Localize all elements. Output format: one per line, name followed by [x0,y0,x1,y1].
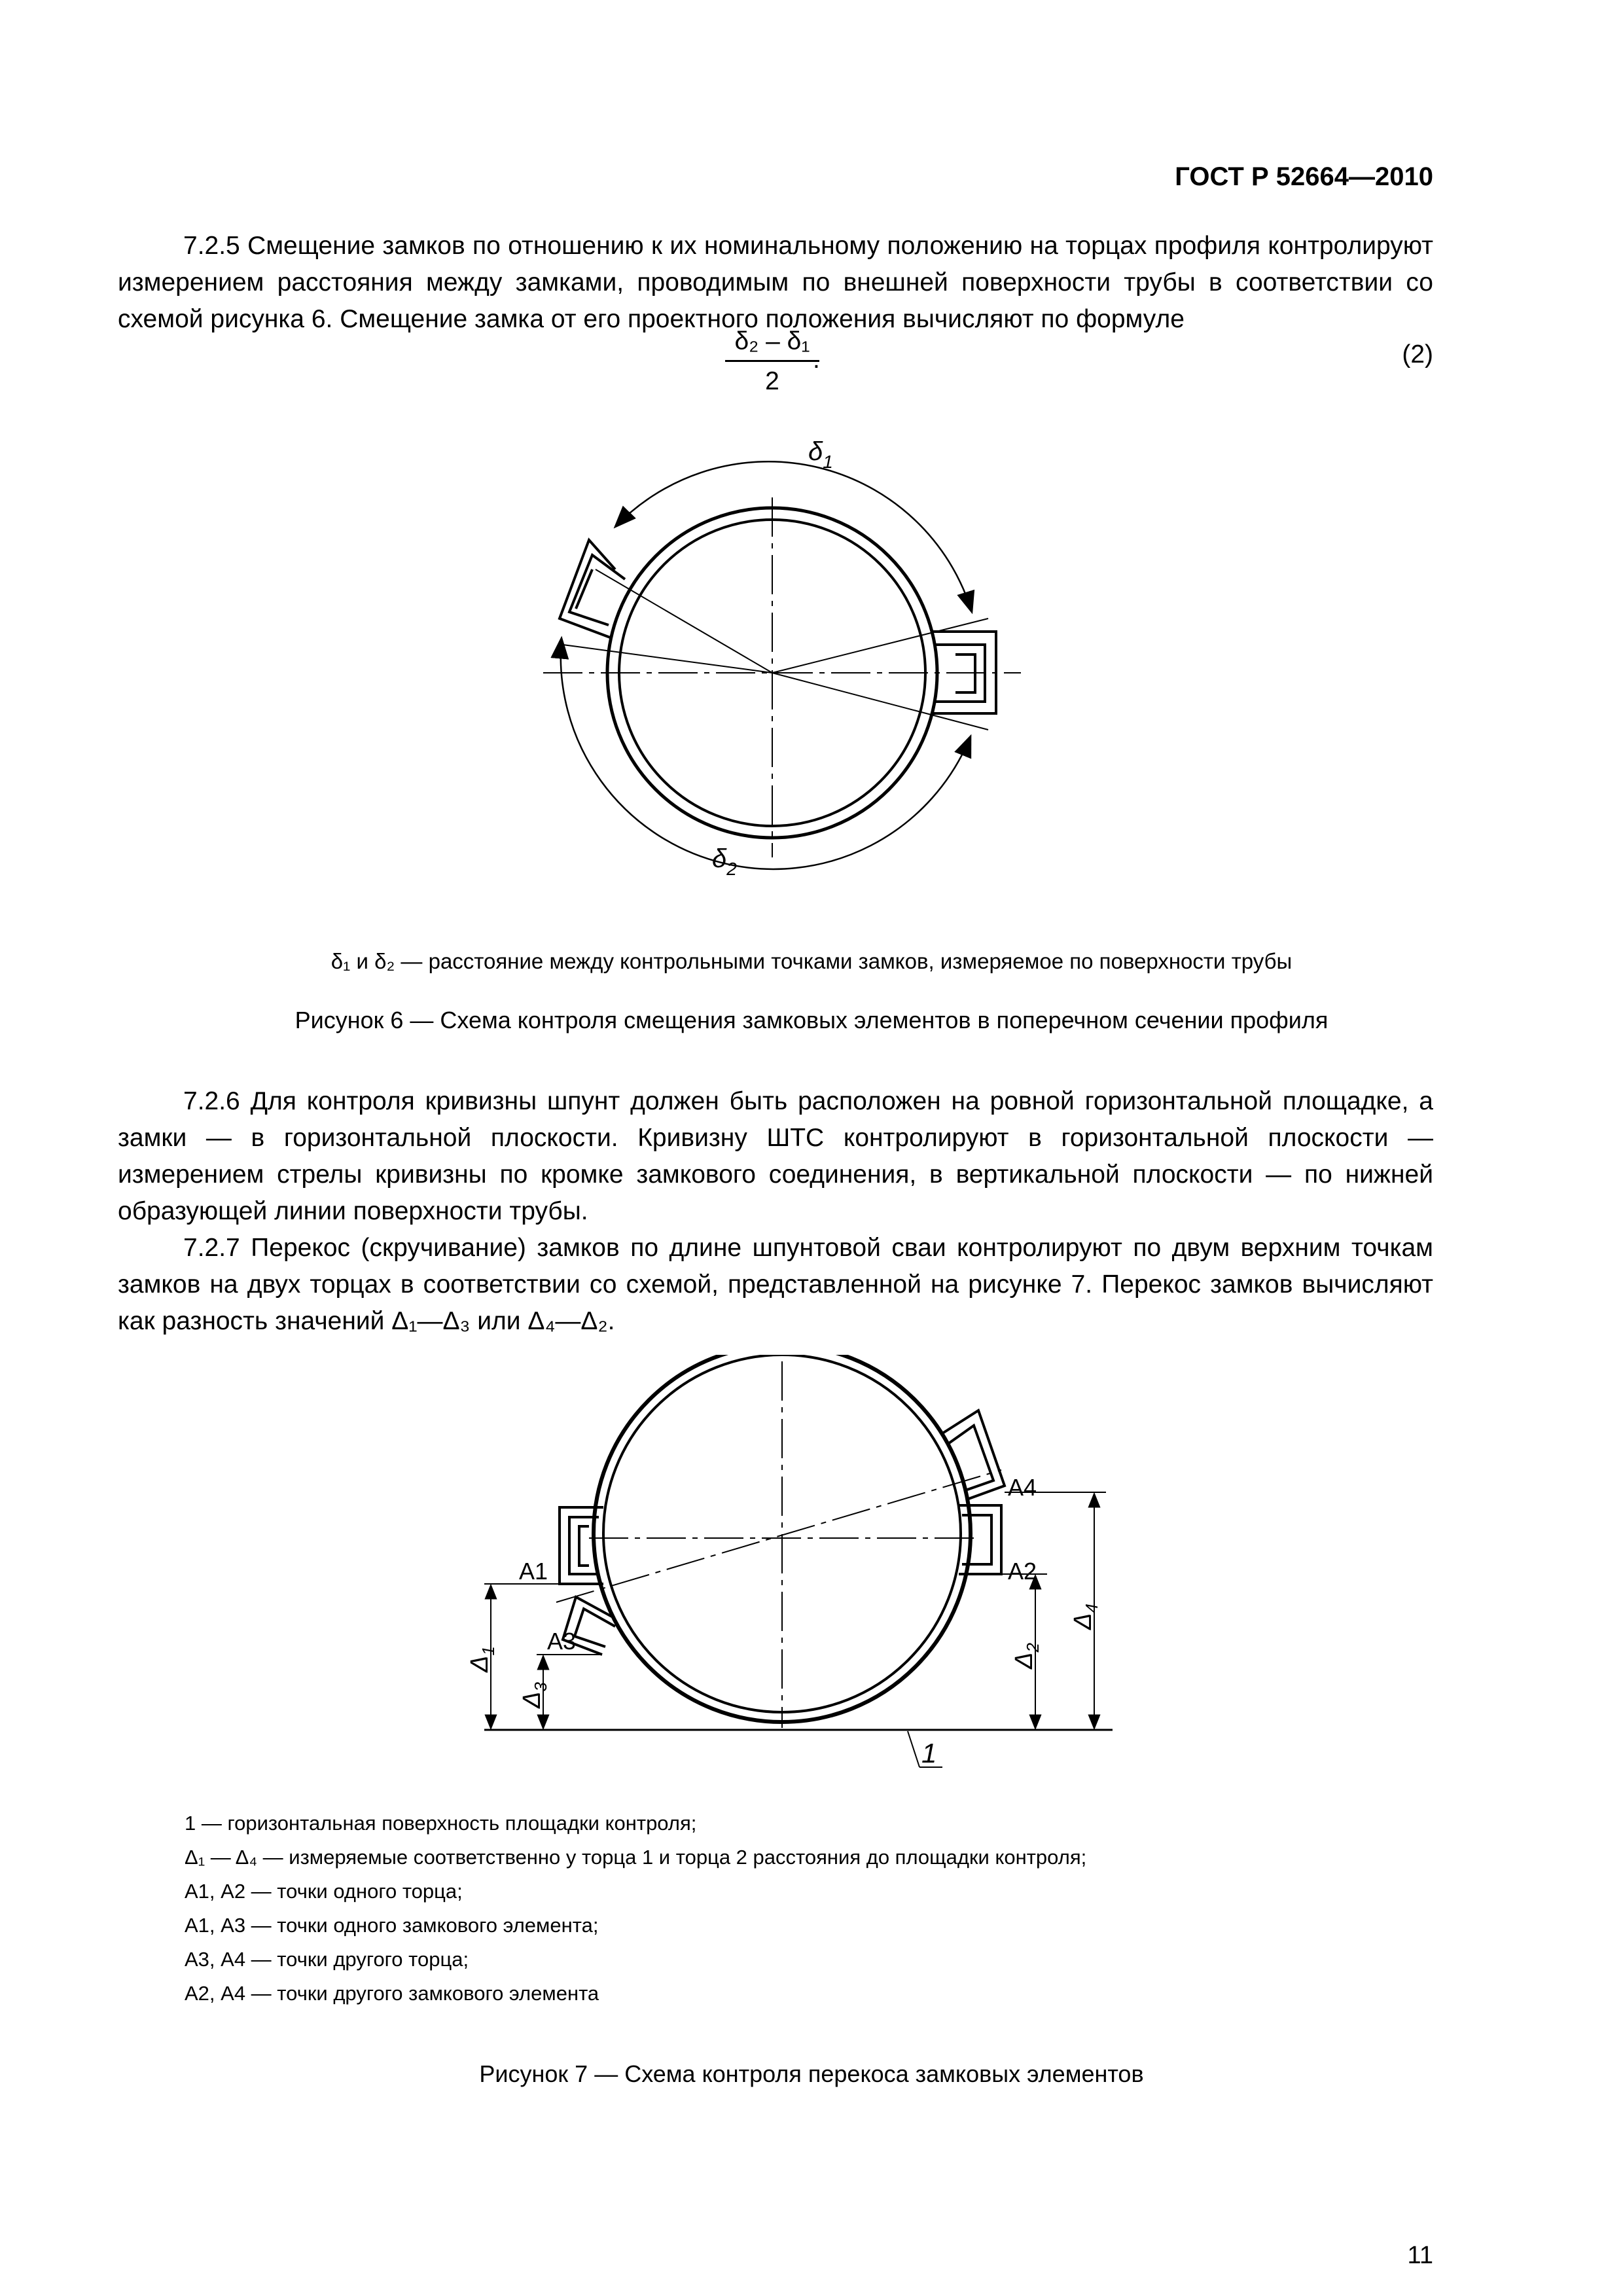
paragraph-7-2-6-text: 7.2.6 Для контроля кривизны шпунт должен быть расположен на ровной горизонтальной площадке, а замки — в горизонтальной плоскости. Кривизну ШТС контролируют в горизонтальной плоскости — измерением стрелы кривизны по кромке замкового соединения, в вертикальной плоскости — по нижней образующей линии поверхности трубы. [118,1087,1433,1225]
legend-item: А2, А4 — точки другого замкового элемента [185,1982,599,2005]
formula-2 [707,327,838,396]
page-number: 11 [1407,2242,1433,2269]
paragraph-7-2-5-text: 7.2.5 Смещение замков по отношению к их номинальному положению на торцах профиля контролируют измерением расстояния между замками, проводимым по внешней поверхности трубы в соответствии со схемой рисунка 6. Смещение замка от его проектного положения вычисляют по формуле [118,232,1433,333]
figure-6-caption: Рисунок 6 — Схема контроля смещения замковых элементов в поперечном сечении профиля [294,1007,1329,1033]
figure-6-note: δ₁ и δ₂ — расстояние между контрольными точками замков, измеряемое по поверхности трубы [330,949,1293,973]
legend-item: А1, А2 — точки одного торца; [185,1880,463,1903]
label-delta3: $\Delta_3$ [518,1682,550,1708]
label-a1: A1 [519,1558,548,1585]
paragraph-7-2-6 [118,1083,1433,1230]
label-surface-1: 1 [921,1738,937,1768]
legend-item: А3, А4 — точки другого торца; [185,1948,469,1971]
legend-item: 1 — горизонтальная поверхность площадки контроля; [185,1812,697,1835]
label-delta2: $\delta_2$ [712,844,737,879]
label-delta4: $\Delta_4$ [1069,1604,1101,1630]
formula-number: (2) [1402,340,1433,368]
figure-7-caption: Рисунок 7 — Схема контроля перекоса замковых элементов [479,2060,1144,2087]
label-a4: A4 [1008,1474,1037,1501]
radial-line [563,645,772,673]
label-delta2: $\Delta_2$ [1010,1643,1043,1669]
paragraph-7-2-5 [118,228,1433,338]
leader-line-1 [908,1731,919,1767]
arc-delta1 [615,461,972,612]
radial-line [596,569,772,673]
figure-6-diagram [510,425,1099,897]
figure-7-legend [185,1806,1086,2011]
label-delta1: $\Delta_1$ [466,1646,498,1672]
legend-item: Δ₁ — Δ₄ — измеряемые соответственно у торца 1 и торца 2 расстояния до площадки контроля; [185,1846,1087,1869]
figure-7-diagram [458,1355,1113,1774]
legend-item: А1, А3 — точки одного замкового элемента; [185,1914,599,1937]
label-delta1: $\delta_1$ [808,437,833,472]
diagonal-line [556,1470,1001,1602]
formula-denominator: 2 [765,367,779,395]
right-lock-element [942,1410,1005,1574]
paragraph-7-2-7 [118,1230,1433,1340]
paragraph-7-2-7-text: 7.2.7 Перекос (скручивание) замков по длине шпунтовой сваи контролируют по двум верхним точкам замков на двух торцах в соответствии со схемой, представленной на рисунке 7. Перекос замков вычисляют как разность значений Δ₁—Δ₃ или Δ₄—Δ₂. [118,1234,1433,1335]
formula-dot: . [813,346,820,374]
document-header: ГОСТ Р 52664—2010 [1175,162,1433,191]
label-a2: A2 [1008,1558,1037,1585]
label-a3: A3 [547,1628,577,1655]
formula-numerator: δ₂ – δ₁ [725,327,819,362]
